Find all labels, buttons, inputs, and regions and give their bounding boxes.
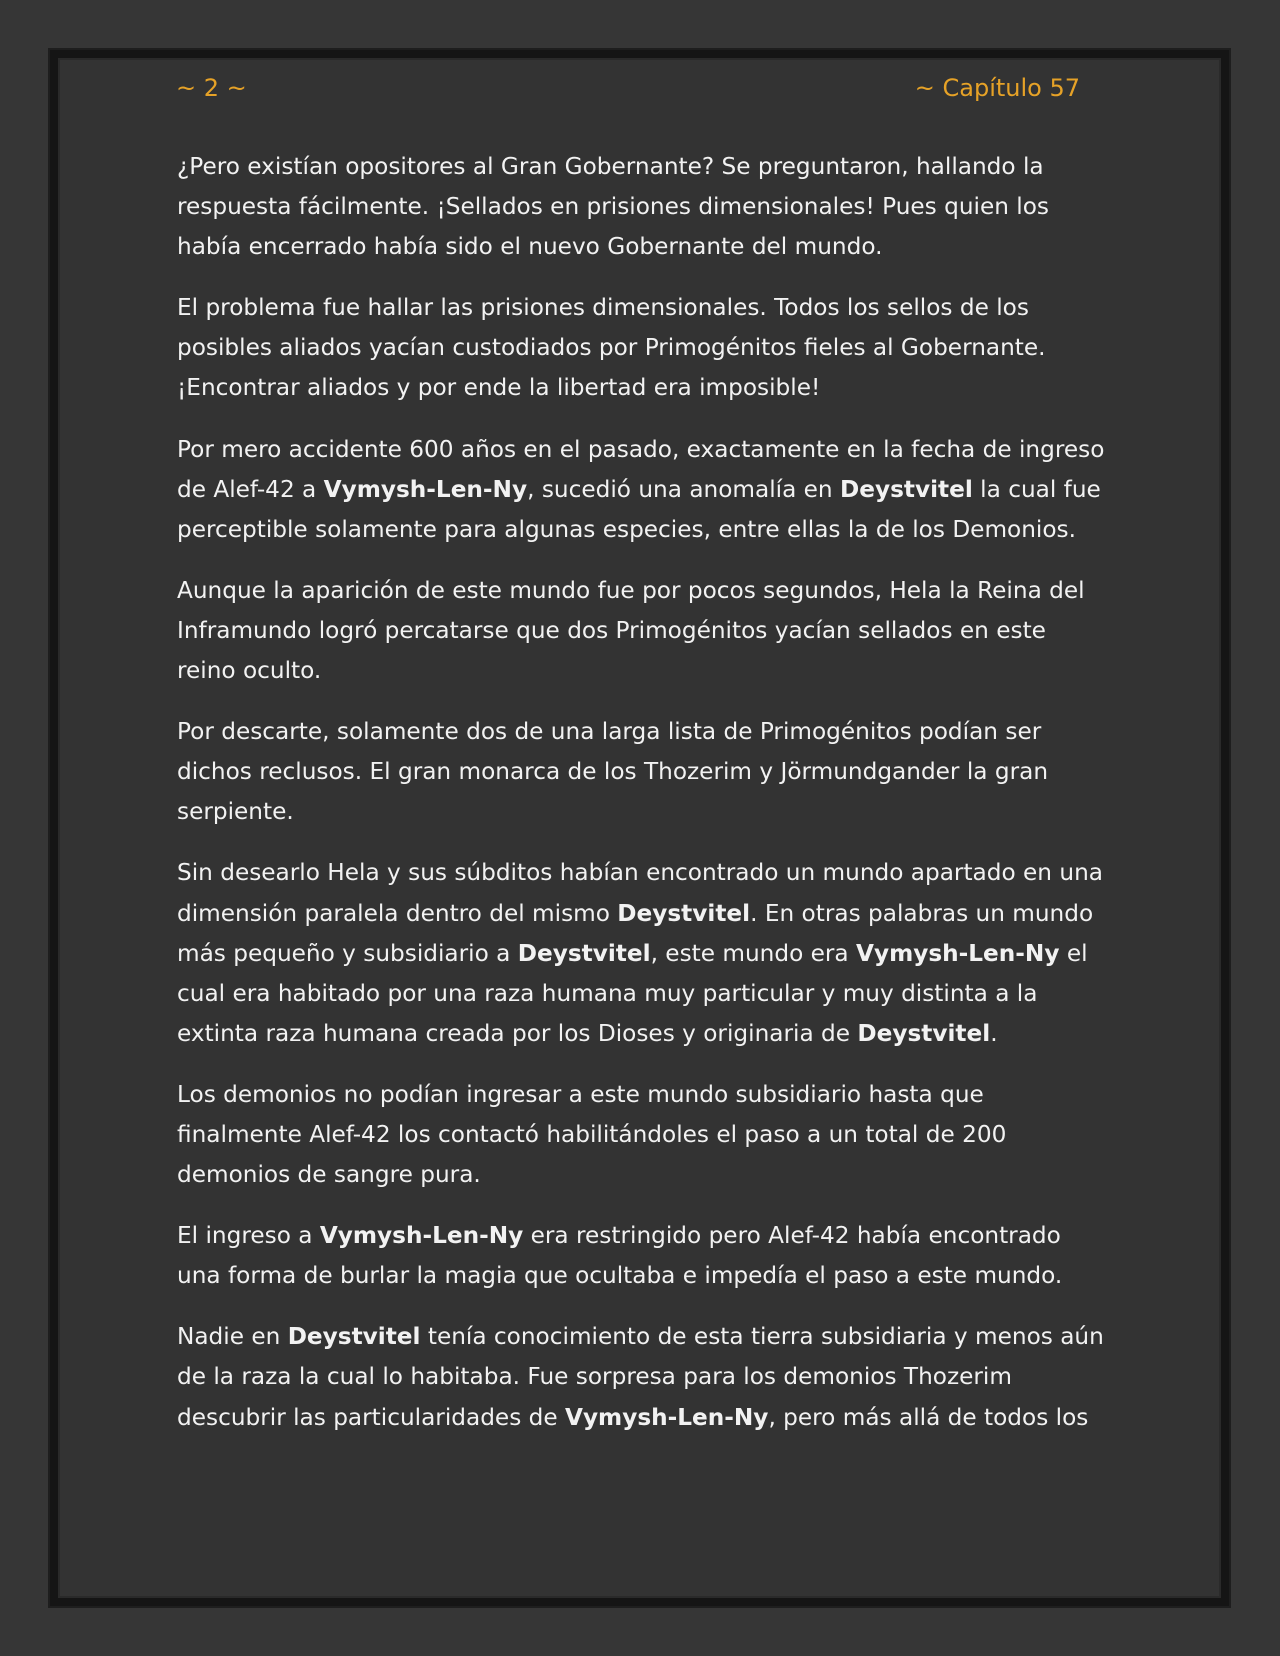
paragraph	[177, 288, 1107, 408]
text-run: Los demonios no podían ingresar a este mundo subsidiario hasta que finalmente Alef-42 los contactó habilitándoles el paso a un total de 200 demonios de sangre pura.	[177, 1080, 1007, 1189]
text-run: el cual era habitado por una raza humana muy particular y muy distinta a la extinta raza humana creada por los Dioses y originaria de	[177, 939, 1088, 1047]
text-run: El ingreso a	[177, 1222, 320, 1250]
paragraph	[177, 430, 1107, 550]
text-run: ¿Pero existían opositores al Gran Gobernante? Se preguntaron, hallando la respuesta fácilmente. ¡Sellados en prisiones dimensionales! Pues quien los había encerrado había sido el nuevo Gobernante del mundo.	[177, 153, 1049, 261]
text-run: tenía conocimiento de esta tierra subsidiaria y menos aún de la raza la cual lo habitaba. Fue sorpresa para los demonios Thozerim descubrir las particularidades de	[177, 1323, 1104, 1431]
text-run: . En otras palabras un mundo más pequeño y subsidiario a	[177, 899, 1094, 967]
bold-term: Deystvitel	[857, 1019, 991, 1047]
text-run: , este mundo era	[650, 939, 857, 967]
text-run: Aunque la aparición de este mundo fue por pocos segundos, Hela la Reina del Inframundo logró percatarse que dos Primogénitos yacían sellados en este reino oculto.	[177, 576, 1085, 685]
paragraph	[177, 712, 1107, 832]
text-run: , pero más allá de todos los	[768, 1403, 1089, 1431]
bold-term: Deystvitel	[517, 939, 651, 967]
bold-term: Deystvitel	[287, 1323, 421, 1351]
paragraph	[177, 1216, 1107, 1296]
bold-term: Deystvitel	[617, 899, 751, 927]
paragraph	[177, 1075, 1107, 1195]
bold-term: Deystvitel	[840, 475, 973, 503]
bold-term: Vymysh-Len-Ny	[323, 475, 528, 503]
chapter-label: ~ Capítulo 57	[914, 74, 1080, 102]
page-number: ~ 2 ~	[176, 74, 247, 102]
text-run: , sucedió una anomalía en	[527, 475, 841, 503]
text-run: Por descarte, solamente dos de una larga lista de Primogénitos podían ser dichos reclusos. El gran monarca de los Thozerim y Jörmundgander la gran serpiente.	[177, 718, 1049, 826]
paragraph	[177, 1317, 1107, 1437]
text-run: Sin desearlo Hela y sus súbditos habían encontrado un mundo apartado en una dimensión paralela dentro del mismo	[177, 859, 1103, 927]
paragraph	[177, 147, 1107, 267]
paragraph	[177, 853, 1107, 1053]
body-text	[177, 147, 1107, 1459]
bold-term: Vymysh-Len-Ny	[565, 1403, 769, 1431]
text-run: Nadie en	[177, 1323, 288, 1351]
paragraph	[177, 571, 1107, 691]
text-run: El problema fue hallar las prisiones dimensionales. Todos los sellos de los posibles aliados yacían custodiados por Primogénitos fieles al Gobernante. ¡Encontrar aliados y por ende la libertad era imposible!	[177, 294, 1046, 402]
page-header	[176, 74, 1080, 114]
bold-term: Vymysh-Len-Ny	[856, 939, 1060, 967]
text-run: la cual fue perceptible solamente para algunas especies, entre ellas la de los Demonios.	[177, 475, 1101, 543]
bold-term: Vymysh-Len-Ny	[319, 1222, 524, 1250]
text-run: Por mero accidente 600 años en el pasado, exactamente en la fecha de ingreso de Alef-42 a	[177, 435, 1105, 503]
text-run: .	[990, 1019, 998, 1047]
text-run: era restringido pero Alef-42 había encontrado una forma de burlar la magia que ocultaba e impedía el paso a este mundo.	[177, 1222, 1063, 1290]
